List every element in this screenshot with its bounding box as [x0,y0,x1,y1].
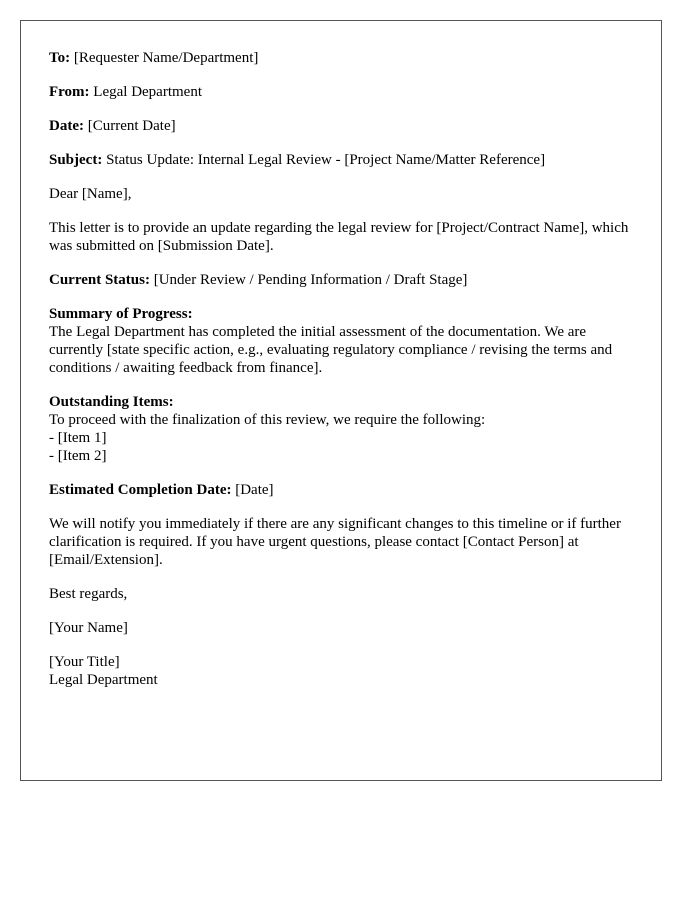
greeting: Dear [Name], [49,186,132,202]
intro-paragraph: This letter is to provide an update regarding the legal review for [Project/Contract Name], which was submitted on [Submission Date]. [49,220,629,254]
list-item: - [Item 2] [49,448,107,464]
signer-block: [Your Title] Legal Department [49,654,158,688]
summary-heading: Summary of Progress: [49,306,193,322]
from-line: From: Legal Department [49,84,202,100]
list-item: - [Item 1] [49,430,107,446]
completion-line: Estimated Completion Date: [Date] [49,482,274,498]
summary-section [49,305,632,377]
outstanding-heading: Outstanding Items: [49,394,174,410]
signoff: Best regards, [49,586,128,602]
signer-name: [Your Name] [49,620,128,636]
letter [20,20,662,781]
subject-line: Subject: Status Update: Internal Legal Review - [Project Name/Matter Reference] [49,152,546,168]
date-line: Date: [Current Date] [49,118,176,134]
summary-text: The Legal Department has completed the initial assessment of the documentation. We are currently [state specific action, e.g., evaluating regulatory compliance / revising the terms and conditions / awaiting feedback from finance]. [49,324,613,376]
to-line: To: [Requester Name/Department] [49,50,259,66]
outstanding-section: Outstanding Items: To proceed with the finalization of this review, we require the following: - [Item 1] - [Item 2] [49,394,486,464]
status-line: Current Status: [Under Review / Pending Information / Draft Stage] [49,272,468,288]
notify-paragraph: We will notify you immediately if there are any significant changes to this timeline or if further clarification is required. If you have urgent questions, please contact [Contact Person] at [Email/Extension]. [49,516,621,568]
